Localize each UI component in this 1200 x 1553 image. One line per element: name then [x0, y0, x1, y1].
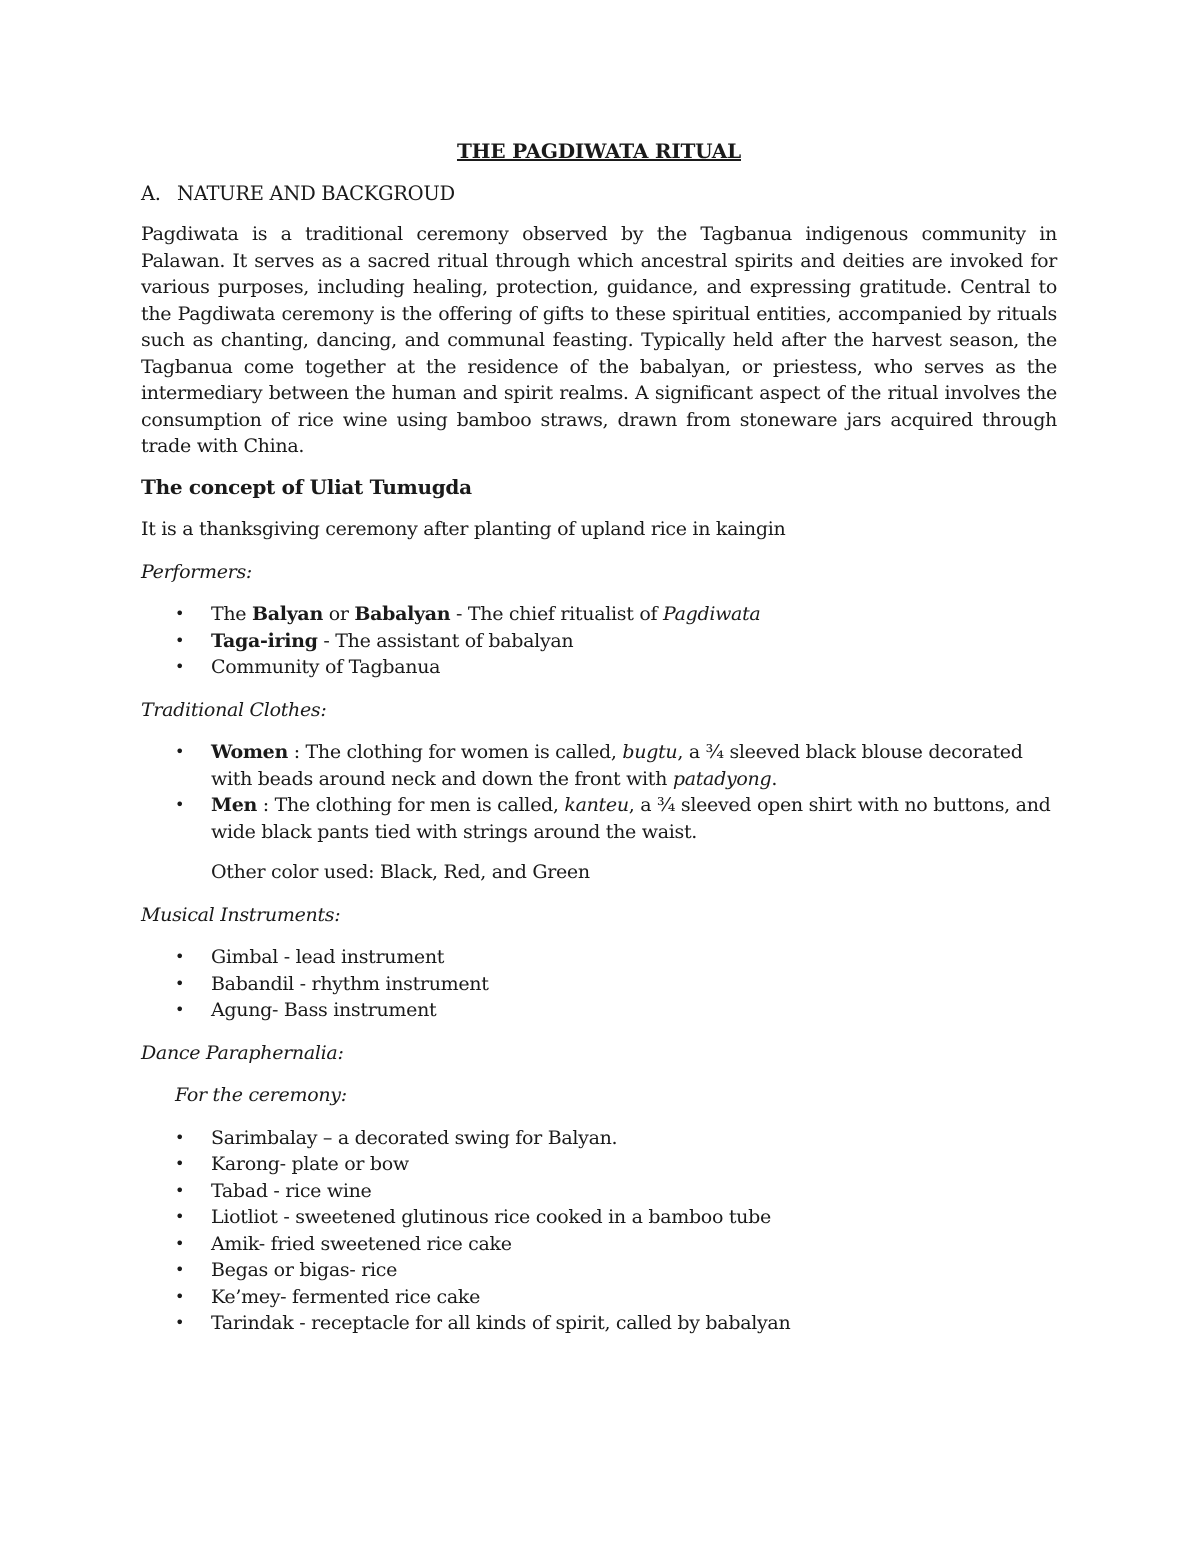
list-item	[141, 601, 1057, 628]
item-text: Amik- fried sweetened rice cake	[211, 1232, 512, 1255]
item-text: or	[322, 603, 355, 625]
bullet-icon: •	[175, 657, 185, 676]
bullet-icon: •	[175, 1313, 185, 1332]
list-item	[141, 1204, 1057, 1231]
bullet-icon: •	[175, 1180, 185, 1200]
list-item	[141, 654, 1057, 681]
bullet-icon: •	[175, 1154, 185, 1173]
item-text: Community of Tagbanua	[211, 656, 441, 678]
section-letter: A.	[141, 181, 161, 205]
list-item	[141, 944, 1057, 971]
item-italic: kanteu	[564, 794, 629, 816]
concept-heading: The concept of Uliat Tumugda	[141, 474, 472, 499]
instruments-list	[141, 944, 1057, 1024]
item-text: , a ¾ sleeved black blouse decorated with beads around neck and down the front with	[211, 741, 1023, 790]
document-title: THE PAGDIWATA RITUAL	[456, 139, 741, 163]
list-item	[141, 792, 1057, 845]
item-term: Women	[211, 741, 288, 763]
item-italic: patadyong	[672, 767, 772, 790]
list-item	[141, 739, 1057, 792]
bullet-icon: •	[175, 1127, 185, 1147]
list-item	[141, 1151, 1057, 1178]
bullet-icon: •	[175, 742, 185, 761]
list-item	[141, 1284, 1057, 1311]
bullet-icon: •	[175, 1233, 185, 1253]
item-text: Tarindak - receptacle for all kinds of spirit, called by babalyan	[211, 1312, 791, 1334]
item-text: Agung- Bass instrument	[211, 999, 437, 1021]
bullet-icon: •	[175, 604, 185, 623]
item-text: Sarimbalay – a decorated swing for Balyan.	[211, 1126, 618, 1149]
item-term: Men	[211, 794, 258, 816]
list-item	[141, 997, 1057, 1024]
document-content	[141, 138, 1057, 1353]
clothes-label: Traditional Clothes:	[141, 698, 327, 721]
list-item	[141, 628, 1057, 655]
bullet-icon: •	[175, 795, 185, 814]
concept-text: It is a thanksgiving ceremony after planting of upland rice in kaingin	[141, 518, 786, 540]
performers-list	[141, 601, 1057, 681]
clothes-list	[141, 739, 1057, 845]
bullet-icon: •	[175, 973, 185, 993]
item-text: - The chief ritualist of	[450, 603, 663, 625]
item-text: - The assistant of babalyan	[317, 629, 574, 652]
paraphernalia-list	[141, 1125, 1057, 1337]
bullet-icon: •	[175, 947, 185, 966]
bullet-icon: •	[175, 1207, 185, 1226]
bullet-icon: •	[175, 1286, 185, 1306]
item-italic: Pagdiwata	[662, 603, 761, 625]
list-item	[141, 1178, 1057, 1205]
item-italic: bugtu	[622, 741, 678, 763]
item-text: Begas or bigas- rice	[211, 1259, 398, 1281]
item-text: Gimbal - lead instrument	[211, 946, 445, 968]
list-item	[141, 1257, 1057, 1284]
paraphernalia-label: Dance Paraphernalia:	[141, 1041, 344, 1064]
item-text: .	[771, 767, 778, 790]
item-text: : The clothing for women is called,	[287, 741, 623, 763]
list-item	[141, 1231, 1057, 1258]
background-paragraph: Pagdiwata is a traditional ceremony observed by the Tagbanua indigenous community in Palawan. It serves as a sacred ritual through which ancestral spirits and deities are invoked for various purposes, including healing, protection, guidance, and expressing gratitude. Central to the Pagdiwata ceremony is the offering of gifts to these spiritual entities, accompanied by rituals such as chanting, dancing, and communal feasting. Typically held after the harvest season, the Tagbanua come together at the residence of the babalyan, or priestess, who serves as the intermediary between the human and spirit realms. A significant aspect of the ritual involves the consumption of rice wine using bamboo straws, drawn from stoneware jars acquired through trade with China.	[141, 223, 1057, 457]
item-text: Tabad - rice wine	[211, 1179, 372, 1202]
item-text: Liotliot - sweetened glutinous rice cooked in a bamboo tube	[211, 1206, 771, 1228]
list-item	[141, 1310, 1057, 1337]
item-text: The	[211, 603, 252, 625]
ceremony-sublabel: For the ceremony:	[175, 1084, 347, 1106]
section-heading	[141, 181, 1057, 208]
section-heading-text: NATURE AND BACKGROUD	[177, 181, 455, 205]
item-text: : The clothing for men is called,	[257, 794, 565, 816]
bullet-icon: •	[175, 1260, 185, 1279]
item-text: , a ¾ sleeved open shirt with no buttons, and wide black pants tied with strings around the waist.	[211, 794, 1051, 843]
instruments-label: Musical Instruments:	[141, 903, 341, 926]
item-term: Babalyan	[354, 603, 451, 625]
bullet-icon: •	[175, 630, 185, 650]
bullet-icon: •	[175, 1000, 185, 1019]
item-text: Babandil - rhythm instrument	[211, 972, 489, 995]
list-item	[141, 971, 1057, 998]
performers-label: Performers:	[141, 560, 253, 583]
list-item	[141, 1125, 1057, 1152]
item-term: Balyan	[252, 603, 323, 625]
color-note: Other color used: Black, Red, and Green	[211, 861, 590, 883]
item-term: Taga-iring	[211, 629, 318, 652]
item-text: Karong- plate or bow	[211, 1153, 409, 1175]
item-text: Ke’mey- fermented rice cake	[211, 1285, 481, 1308]
